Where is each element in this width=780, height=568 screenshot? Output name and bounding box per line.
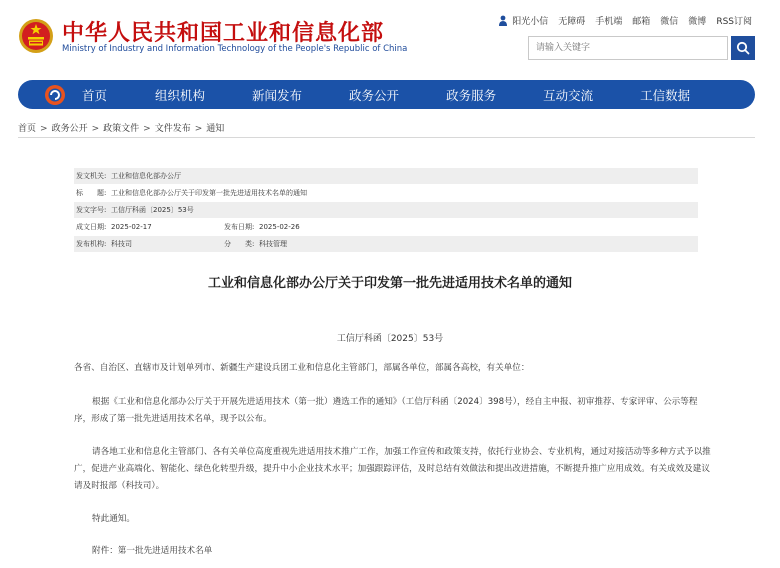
meta-docno-label: 发文字号: xyxy=(76,206,107,214)
document-meta-table xyxy=(74,168,698,252)
meta-org-label: 发布机构: xyxy=(76,240,107,248)
breadcrumb-file-release[interactable]: 文件发布 xyxy=(154,124,191,134)
article-closing: 特此通知。 xyxy=(92,514,135,524)
article-title: 工业和信息化部办公厅关于印发第一批先进适用技术名单的通知 xyxy=(207,276,572,291)
site-subtitle: Ministry of Industry and Information Technology of the People's Republic of China xyxy=(62,44,408,54)
nav-home[interactable]: 首页 xyxy=(82,87,108,103)
meta-row-dates xyxy=(74,219,698,235)
search-input[interactable] xyxy=(528,36,728,60)
article-attachment-link[interactable]: 附件：第一批先进适用技术名单 xyxy=(92,546,213,556)
toplink-wechat[interactable]: 微信 xyxy=(660,17,679,27)
main-nav xyxy=(18,80,755,109)
person-icon xyxy=(498,15,508,26)
breadcrumb-home[interactable]: 首页 xyxy=(18,124,37,134)
nav-data[interactable]: 工信数据 xyxy=(640,87,691,103)
breadcrumb-notice[interactable]: 通知 xyxy=(206,124,225,134)
top-links xyxy=(498,14,752,27)
meta-org-value: 科技司 xyxy=(111,240,132,248)
national-emblem-icon[interactable] xyxy=(18,18,54,54)
toplink-mobile[interactable]: 手机端 xyxy=(595,17,623,27)
toplink-accessibility[interactable]: 无障碍 xyxy=(558,17,586,27)
meta-docno-value: 工信厅科函〔2025〕53号 xyxy=(111,206,194,214)
breadcrumb xyxy=(18,121,224,134)
nav-government-affairs[interactable]: 政务公开 xyxy=(349,87,400,103)
site-header xyxy=(0,0,780,76)
article-doc-number: 工信厅科函〔2025〕53号 xyxy=(336,334,444,344)
toplink-sunshine[interactable]: 阳光小信 xyxy=(512,17,549,27)
meta-row-docno xyxy=(74,202,698,218)
breadcrumb-government-affairs[interactable]: 政务公开 xyxy=(51,124,88,134)
nav-government-services[interactable]: 政务服务 xyxy=(446,87,497,103)
meta-category-label: 分 类: xyxy=(224,240,255,248)
meta-published-label: 发布日期: xyxy=(224,223,255,231)
ministry-logo-icon[interactable] xyxy=(44,84,66,106)
nav-organization[interactable]: 组织机构 xyxy=(155,87,206,103)
meta-published-value: 2025-02-26 xyxy=(259,223,300,231)
meta-row-title xyxy=(74,185,698,201)
meta-title-value: 工业和信息化部办公厅关于印发第一批先进适用技术名单的通知 xyxy=(111,189,307,197)
meta-issuer-value: 工业和信息化部办公厅 xyxy=(111,172,181,180)
nav-news[interactable]: 新闻发布 xyxy=(252,87,303,103)
breadcrumb-policy-files[interactable]: 政策文件 xyxy=(103,124,140,134)
article-paragraph-1: 根据《工业和信息化部办公厅关于开展先进适用技术（第一批）遴选工作的通知》（工信厅科函〔2024〕398号），经自主申报、初审推荐、专家评审、公示等程序，形成了第一批先进适用技术名单，现予以公布。 xyxy=(74,397,698,424)
breadcrumb-divider xyxy=(18,137,755,138)
breadcrumb-separator: > xyxy=(194,124,203,134)
site-title[interactable]: 中华人民共和国工业和信息化部 xyxy=(62,21,385,46)
toplink-mail[interactable]: 邮箱 xyxy=(632,17,651,27)
breadcrumb-separator: > xyxy=(143,124,151,134)
toplink-weibo[interactable]: 微博 xyxy=(688,17,707,27)
meta-row-issuer xyxy=(74,168,698,184)
meta-category-value: 科技管理 xyxy=(259,240,287,248)
meta-created-value: 2025-02-17 xyxy=(111,223,152,231)
breadcrumb-separator: > xyxy=(91,124,100,134)
nav-interaction[interactable]: 互动交流 xyxy=(543,87,594,103)
meta-row-org xyxy=(74,236,698,252)
meta-title-label: 标 题: xyxy=(76,189,107,197)
search-icon xyxy=(736,41,750,55)
article-addressee: 各省、自治区、直辖市及计划单列市、新疆生产建设兵团工业和信息化主管部门，部属各单位，部属各高校，有关单位： xyxy=(74,363,530,373)
search-button[interactable] xyxy=(731,36,755,60)
article-paragraph-2: 请各地工业和信息化主管部门、各有关单位高度重视先进适用技术推广工作，加强工作宣传和政策支持，依托行业协会、专业机构，通过对接活动等多种方式予以推广，促进产业高端化、智能化、绿色化转型升级，提升中小企业技术水平；加强跟踪评估，及时总结有效做法和提出改进措施，不断提升推广应用成效。有关成效及建议请及时报部（科技司）。 xyxy=(74,447,711,491)
toplink-rss[interactable]: RSS订阅 xyxy=(716,17,752,27)
meta-created-label: 成文日期: xyxy=(76,223,107,231)
meta-issuer-label: 发文机关: xyxy=(76,172,107,180)
breadcrumb-separator: > xyxy=(40,124,48,134)
